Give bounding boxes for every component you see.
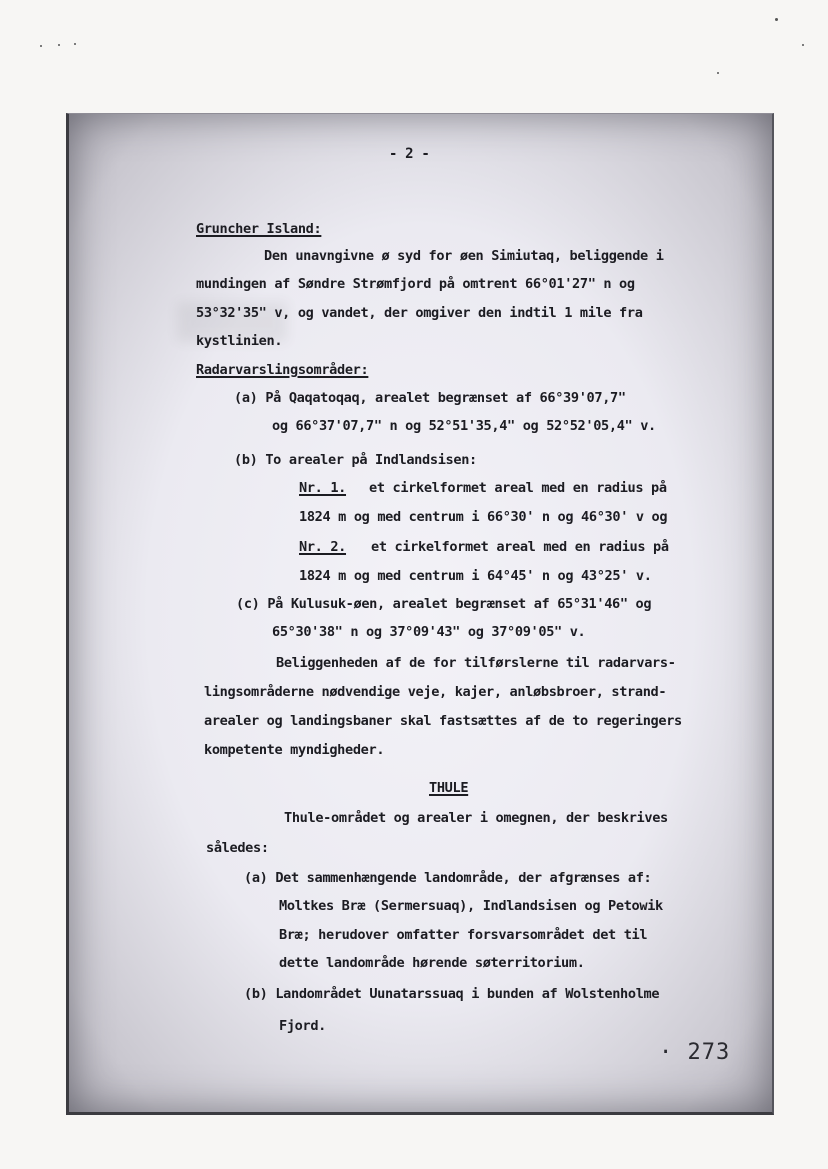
subitem-text-nr2: et cirkelformet areal med en radius på — [371, 539, 669, 555]
text-line: kystlinien. — [196, 333, 283, 349]
page-number-header: - 2 - — [389, 146, 430, 162]
text-line: 53°32'35" v, og vandet, der omgiver den indtil 1 mile fra — [196, 305, 643, 321]
list-item-a-cont: og 66°37'07,7" n og 52°51'35,4" og 52°52'05,4" v. — [272, 418, 656, 434]
page-stamp-number: · 273 — [659, 1040, 731, 1065]
subitem-text-nr1: et cirkelformet areal med en radius på — [369, 480, 667, 496]
text-line: mundingen af Søndre Strømfjord på omtrent 66°01'27" n og — [196, 276, 635, 292]
paragraph-line: lingsområderne nødvendige veje, kajer, anløbsbroer, strand- — [204, 684, 667, 700]
scanned-page — [66, 113, 774, 1115]
subitem-label-nr2: Nr. 2. — [299, 539, 347, 555]
section-heading-thule: THULE — [429, 780, 469, 796]
paragraph-line: arealer og landingsbaner skal fastsættes af de to regeringers — [204, 713, 682, 729]
list-item-a-cont: Bræ; herudover omfatter forsvarsområdet det til — [279, 927, 648, 943]
section-heading-gruncher: Gruncher Island: — [196, 221, 322, 237]
list-item-b: (b) Landområdet Uunatarssuaq i bunden af Wolstenholme — [244, 986, 660, 1002]
paragraph-line: kompetente myndigheder. — [204, 742, 385, 758]
section-heading-radar: Radarvarslingsområder: — [196, 362, 369, 378]
paragraph-line: Beliggenheden af de for tilførslerne til radarvars- — [276, 655, 676, 671]
text-line: således: — [206, 840, 269, 856]
list-item-b: (b) To arealer på Indlandsisen: — [234, 452, 477, 468]
scan-speck — [40, 45, 42, 47]
list-item-a: (a) På Qaqatoqaq, arealet begrænset af 66°39'07,7" — [234, 390, 626, 406]
scan-speck — [802, 44, 804, 46]
list-item-a-cont: Moltkes Bræ (Sermersuaq), Indlandsisen og Petowik — [279, 898, 663, 914]
text-line: Den unavngivne ø syd for øen Simiutaq, beliggende i — [264, 248, 664, 264]
list-item-c: (c) På Kulusuk-øen, arealet begrænset af 65°31'46" og — [236, 596, 652, 612]
list-item-b-cont: Fjord. — [279, 1018, 327, 1034]
list-item-c-cont: 65°30'38" n og 37°09'43" og 37°09'05" v. — [272, 624, 586, 640]
scan-speck — [717, 72, 719, 74]
subitem-cont-nr2: 1824 m og med centrum i 64°45' n og 43°25' v. — [299, 568, 652, 584]
scan-speck — [58, 44, 60, 46]
list-item-a: (a) Det sammenhængende landområde, der afgrænses af: — [244, 870, 652, 886]
subitem-cont-nr1: 1824 m og med centrum i 66°30' n og 46°30' v og — [299, 509, 668, 525]
scan-speck — [775, 18, 778, 21]
subitem-label-nr1: Nr. 1. — [299, 480, 347, 496]
list-item-a-cont: dette landområde hørende søterritorium. — [279, 955, 585, 971]
text-line: Thule-området og arealer i omegnen, der beskrives — [284, 810, 668, 826]
scan-speck — [74, 43, 76, 45]
